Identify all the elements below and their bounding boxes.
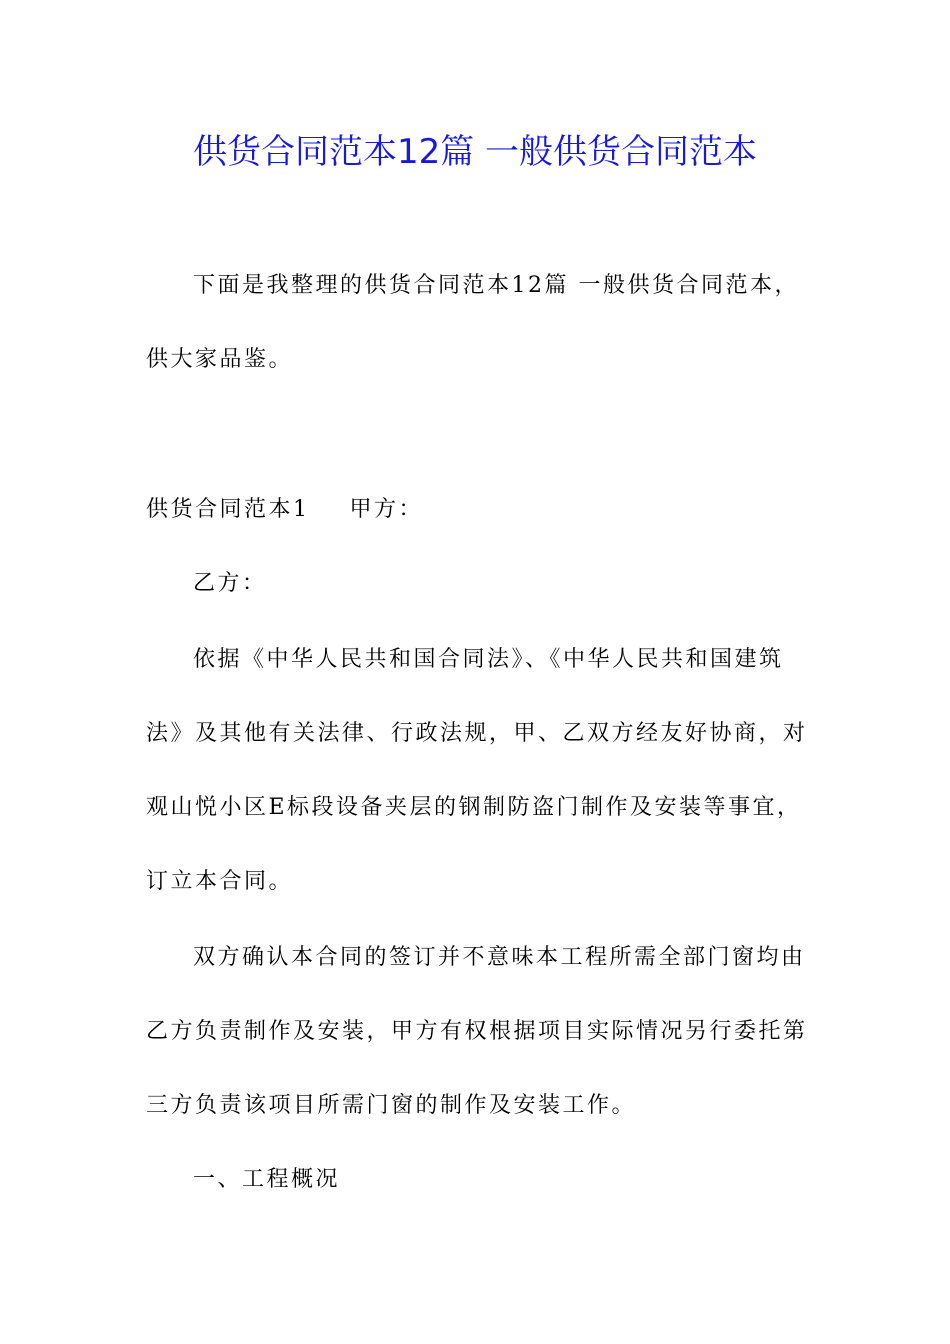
- paragraph-2-line-2: 乙方负责制作及安装，甲方有权根据项目实际情况另行委托第: [146, 1019, 808, 1044]
- section-heading-project-overview: 一、工程概况: [193, 1167, 341, 1192]
- section-1-heading-row: [146, 490, 806, 530]
- section-1-heading: 供货合同范本1: [146, 497, 310, 522]
- paragraph-2-line-1: 双方确认本合同的签订并不意味本工程所需全部门窗均由: [193, 945, 806, 970]
- paragraph-1-line-1: 依据《中华人民共和国合同法》、《中华人民共和国建筑: [193, 647, 784, 672]
- paragraph-2-line-3: 三方负责该项目所需门窗的制作及安装工作。: [146, 1093, 637, 1118]
- document-title: 供货合同范本12篇 一般供货合同范本: [192, 132, 758, 172]
- paragraph-1-line-3: 观山悦小区E标段设备夹层的钢制防盗门制作及安装等事宜，: [146, 795, 802, 820]
- party-a-label: 甲方：: [349, 497, 424, 522]
- party-b-label: 乙方：: [193, 571, 267, 596]
- paragraph-1-line-4: 订立本合同。: [146, 869, 294, 894]
- intro-line-2: 供大家品鉴。: [146, 347, 294, 372]
- intro-line-1: 下面是我整理的供货合同范本12篇 一般供货合同范本，: [193, 273, 799, 298]
- paragraph-1-line-2: 法》及其他有关法律、行政法规，甲、乙双方经友好协商，对: [146, 721, 808, 746]
